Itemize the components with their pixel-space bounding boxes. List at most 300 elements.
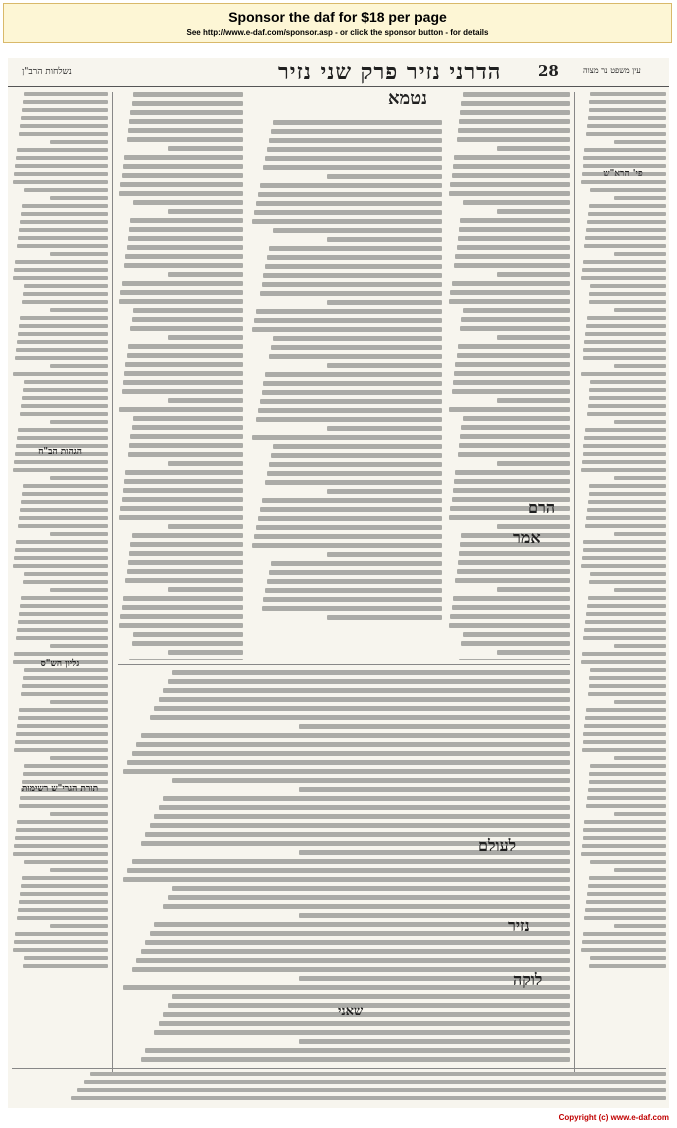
text-line — [614, 868, 666, 872]
text-line — [583, 444, 666, 448]
text-line — [123, 488, 243, 493]
text-line — [154, 814, 570, 819]
text-line — [24, 284, 108, 288]
text-line — [163, 1012, 570, 1017]
text-line — [269, 570, 442, 575]
text-line — [582, 556, 666, 560]
text-line — [452, 281, 570, 286]
text-line — [582, 844, 666, 848]
text-line — [587, 508, 666, 512]
text-line — [17, 724, 108, 728]
text-line — [463, 200, 570, 205]
text-line — [125, 470, 243, 475]
left-running-header: נשלחות הרב"ן — [22, 67, 72, 77]
box-title-hagahot: הגהות הב"ח — [38, 447, 82, 457]
text-line — [327, 552, 442, 557]
text-line — [461, 641, 570, 646]
text-line — [586, 612, 666, 616]
text-line — [150, 823, 570, 828]
right-running-header: עין משפט נר מצוה — [583, 66, 641, 75]
text-line — [17, 628, 108, 632]
text-line — [123, 769, 570, 774]
text-line — [449, 299, 570, 304]
text-line — [127, 569, 243, 574]
text-line — [124, 479, 243, 484]
text-line — [16, 540, 108, 544]
text-line — [125, 578, 243, 583]
text-line — [127, 868, 570, 873]
text-line — [133, 200, 243, 205]
text-line — [327, 489, 442, 494]
text-line — [586, 516, 666, 520]
text-line — [589, 964, 666, 968]
text-line — [14, 652, 108, 656]
text-line — [17, 340, 108, 344]
text-line — [20, 124, 108, 128]
text-line — [123, 877, 570, 882]
text-line — [119, 299, 243, 304]
text-line — [263, 597, 442, 602]
text-line — [50, 420, 108, 424]
text-line — [450, 290, 570, 295]
text-line — [258, 408, 442, 413]
text-line — [273, 336, 442, 341]
text-line — [90, 1072, 666, 1076]
text-line — [273, 228, 442, 233]
text-line — [16, 732, 108, 736]
text-line — [13, 372, 108, 376]
text-line — [463, 92, 570, 97]
text-line — [588, 500, 666, 504]
text-line — [22, 876, 108, 880]
text-line — [269, 246, 442, 251]
text-line — [133, 632, 243, 637]
text-line — [587, 316, 666, 320]
text-line — [21, 212, 108, 216]
text-line — [263, 165, 442, 170]
text-line — [497, 650, 570, 655]
text-line — [130, 542, 243, 547]
text-line — [265, 372, 442, 377]
text-line — [256, 417, 442, 422]
text-line — [583, 732, 666, 736]
text-line — [258, 516, 442, 521]
text-line — [583, 260, 666, 264]
text-line — [614, 588, 666, 592]
text-line — [273, 120, 442, 125]
text-line — [587, 412, 666, 416]
text-line — [453, 380, 570, 385]
text-line — [252, 219, 442, 224]
text-line — [327, 363, 442, 368]
text-line — [122, 389, 243, 394]
text-line — [614, 532, 666, 536]
text-line — [614, 364, 666, 368]
text-line — [14, 940, 108, 944]
text-line — [123, 380, 243, 385]
lower-word-leolam: לעולם — [478, 836, 517, 855]
text-line — [141, 733, 570, 738]
text-line — [581, 564, 666, 568]
text-line — [262, 498, 442, 503]
text-line — [129, 443, 243, 448]
text-line — [589, 492, 666, 496]
text-line — [168, 650, 243, 655]
text-line — [588, 404, 666, 408]
text-line — [453, 164, 570, 169]
text-line — [50, 644, 108, 648]
text-line — [267, 147, 442, 152]
text-line — [583, 348, 666, 352]
text-line — [455, 254, 570, 259]
text-line — [22, 396, 108, 400]
text-line — [460, 326, 570, 331]
text-line — [452, 605, 570, 610]
text-line — [50, 812, 108, 816]
text-line — [15, 356, 108, 360]
text-line — [265, 264, 442, 269]
text-line — [16, 636, 108, 640]
text-line — [273, 444, 442, 449]
text-line — [461, 317, 570, 322]
text-line — [141, 949, 570, 954]
footnotes — [12, 1072, 666, 1106]
text-line — [23, 676, 108, 680]
text-line — [265, 156, 442, 161]
text-line — [583, 636, 666, 640]
text-line — [262, 390, 442, 395]
text-line — [583, 828, 666, 832]
text-line — [22, 684, 108, 688]
lower-word-nazir: נזיר — [508, 916, 530, 935]
text-line — [132, 641, 243, 646]
text-line — [458, 560, 570, 565]
text-line — [154, 706, 570, 711]
text-line — [17, 148, 108, 152]
text-line — [21, 692, 108, 696]
text-line — [168, 524, 243, 529]
text-line — [497, 209, 570, 214]
text-line — [614, 476, 666, 480]
text-line — [133, 416, 243, 421]
text-line — [267, 579, 442, 584]
text-line — [581, 660, 666, 664]
text-line — [589, 388, 666, 392]
text-line — [50, 756, 108, 760]
text-line — [20, 796, 108, 800]
text-line — [16, 348, 108, 352]
text-line — [50, 140, 108, 144]
text-line — [129, 659, 243, 660]
text-line — [587, 796, 666, 800]
text-line — [588, 116, 666, 120]
text-line — [459, 119, 570, 124]
left-column-rule — [112, 92, 113, 1072]
lower-word-lokeh: לוקה — [513, 970, 543, 989]
text-line — [21, 404, 108, 408]
text-line — [127, 245, 243, 250]
text-line — [14, 844, 108, 848]
text-line — [132, 859, 570, 864]
text-line — [120, 290, 243, 295]
sponsor-subtitle[interactable]: See http://www.e-daf.com/sponsor.asp - or click the sponsor button - for details — [186, 28, 489, 37]
text-line — [132, 751, 570, 756]
text-line — [582, 652, 666, 656]
text-line — [463, 632, 570, 637]
lower-word-amar: אמר — [513, 528, 541, 547]
text-line — [168, 398, 243, 403]
text-line — [145, 940, 570, 945]
text-line — [252, 435, 442, 440]
text-line — [584, 244, 666, 248]
text-line — [18, 428, 108, 432]
text-line — [583, 156, 666, 160]
text-line — [128, 128, 243, 133]
text-line — [132, 317, 243, 322]
text-line — [17, 244, 108, 248]
text-line — [327, 426, 442, 431]
text-line — [586, 228, 666, 232]
text-line — [452, 173, 570, 178]
text-line — [256, 309, 442, 314]
text-line — [582, 748, 666, 752]
text-line — [21, 884, 108, 888]
copyright-notice[interactable]: Copyright (c) www.e-daf.com — [558, 1113, 669, 1122]
text-line — [583, 740, 666, 744]
text-line — [123, 596, 243, 601]
text-line — [590, 92, 666, 96]
text-line — [589, 676, 666, 680]
text-line — [582, 172, 666, 176]
text-line — [587, 220, 666, 224]
text-line — [133, 308, 243, 313]
text-line — [589, 300, 666, 304]
text-line — [585, 620, 666, 624]
text-line — [271, 129, 442, 134]
text-line — [130, 434, 243, 439]
text-line — [583, 540, 666, 544]
text-line — [586, 708, 666, 712]
text-line — [254, 534, 442, 539]
text-line — [168, 146, 243, 151]
text-line — [614, 252, 666, 256]
text-line — [19, 132, 108, 136]
text-line — [260, 399, 442, 404]
text-line — [327, 237, 442, 242]
text-line — [327, 174, 442, 179]
talmud-page — [8, 58, 669, 1108]
text-line — [589, 484, 666, 488]
text-line — [584, 724, 666, 728]
text-line — [455, 470, 570, 475]
text-line — [583, 356, 666, 360]
text-line — [23, 964, 108, 968]
sponsor-title[interactable]: Sponsor the daf for $18 per page — [228, 9, 447, 25]
text-line — [269, 138, 442, 143]
text-line — [22, 108, 108, 112]
text-line — [13, 276, 108, 280]
text-line — [582, 940, 666, 944]
text-line — [128, 344, 243, 349]
text-line — [589, 100, 666, 104]
text-line — [127, 760, 570, 765]
text-line — [130, 218, 243, 223]
text-line — [614, 308, 666, 312]
text-line — [159, 697, 570, 702]
text-line — [457, 569, 570, 574]
text-line — [614, 196, 666, 200]
text-line — [459, 227, 570, 232]
text-line — [24, 956, 108, 960]
text-line — [584, 340, 666, 344]
text-line — [24, 188, 108, 192]
text-line — [588, 788, 666, 792]
text-line — [463, 308, 570, 313]
text-line — [124, 155, 243, 160]
text-line — [589, 580, 666, 584]
text-line — [127, 137, 243, 142]
text-line — [587, 124, 666, 128]
text-line — [50, 924, 108, 928]
text-line — [15, 836, 108, 840]
text-line — [19, 324, 108, 328]
text-line — [256, 201, 442, 206]
text-line — [15, 260, 108, 264]
text-line — [455, 362, 570, 367]
sponsor-banner[interactable] — [3, 3, 672, 43]
text-line — [587, 892, 666, 896]
text-line — [588, 884, 666, 888]
text-line — [14, 460, 108, 464]
text-line — [21, 596, 108, 600]
text-line — [585, 716, 666, 720]
text-line — [23, 772, 108, 776]
text-line — [13, 948, 108, 952]
text-line — [13, 180, 108, 184]
text-line — [50, 588, 108, 592]
text-line — [589, 204, 666, 208]
text-line — [23, 580, 108, 584]
text-line — [262, 606, 442, 611]
text-line — [168, 272, 243, 277]
text-line — [18, 236, 108, 240]
text-line — [589, 684, 666, 688]
main-opening-word: נטמא — [388, 88, 427, 109]
text-line — [299, 787, 570, 792]
text-line — [168, 679, 570, 684]
text-line — [260, 507, 442, 512]
text-line — [20, 604, 108, 608]
text-line — [119, 515, 243, 520]
text-line — [168, 895, 570, 900]
text-line — [150, 931, 570, 936]
text-line — [449, 191, 570, 196]
text-line — [13, 564, 108, 568]
text-line — [587, 604, 666, 608]
text-line — [455, 578, 570, 583]
text-line — [497, 398, 570, 403]
text-line — [453, 596, 570, 601]
text-line — [457, 245, 570, 250]
text-line — [14, 748, 108, 752]
text-line — [271, 453, 442, 458]
text-line — [133, 92, 243, 97]
text-line — [581, 276, 666, 280]
text-line — [265, 480, 442, 485]
box-title-torat: תורת הגרי"ש רשימות — [21, 784, 99, 794]
text-line — [459, 443, 570, 448]
text-line — [129, 551, 243, 556]
text-line — [154, 1030, 570, 1035]
text-line — [583, 164, 666, 168]
text-line — [497, 146, 570, 151]
mishna-word: הרם — [528, 498, 556, 517]
text-line — [327, 300, 442, 305]
text-line — [497, 587, 570, 592]
text-line — [581, 468, 666, 472]
text-line — [23, 388, 108, 392]
text-line — [19, 228, 108, 232]
text-line — [258, 192, 442, 197]
text-line — [14, 268, 108, 272]
text-line — [589, 108, 666, 112]
text-line — [172, 670, 570, 675]
text-line — [14, 172, 108, 176]
rashi-column — [448, 92, 570, 660]
text-line — [132, 533, 243, 538]
text-line — [125, 362, 243, 367]
text-line — [588, 596, 666, 600]
text-line — [497, 272, 570, 277]
text-line — [18, 524, 108, 528]
text-line — [17, 916, 108, 920]
text-line — [260, 183, 442, 188]
text-line — [172, 886, 570, 891]
text-line — [50, 476, 108, 480]
text-line — [583, 452, 666, 456]
text-line — [20, 316, 108, 320]
text-line — [15, 740, 108, 744]
text-line — [159, 805, 570, 810]
text-line — [132, 425, 243, 430]
text-line — [77, 1088, 666, 1092]
text-line — [585, 908, 666, 912]
text-line — [20, 892, 108, 896]
text-line — [454, 479, 570, 484]
text-line — [589, 772, 666, 776]
text-line — [497, 335, 570, 340]
text-line — [20, 508, 108, 512]
text-line — [136, 742, 570, 747]
text-line — [14, 556, 108, 560]
text-line — [459, 659, 570, 660]
text-line — [71, 1096, 666, 1100]
text-line — [128, 452, 243, 457]
text-line — [256, 525, 442, 530]
text-line — [130, 326, 243, 331]
text-line — [18, 716, 108, 720]
text-line — [457, 137, 570, 142]
text-line — [17, 436, 108, 440]
text-line — [163, 796, 570, 801]
text-line — [122, 497, 243, 502]
text-line — [132, 967, 570, 972]
text-line — [460, 218, 570, 223]
text-line — [123, 985, 570, 990]
text-line — [271, 561, 442, 566]
text-line — [590, 572, 666, 576]
text-line — [299, 850, 570, 855]
